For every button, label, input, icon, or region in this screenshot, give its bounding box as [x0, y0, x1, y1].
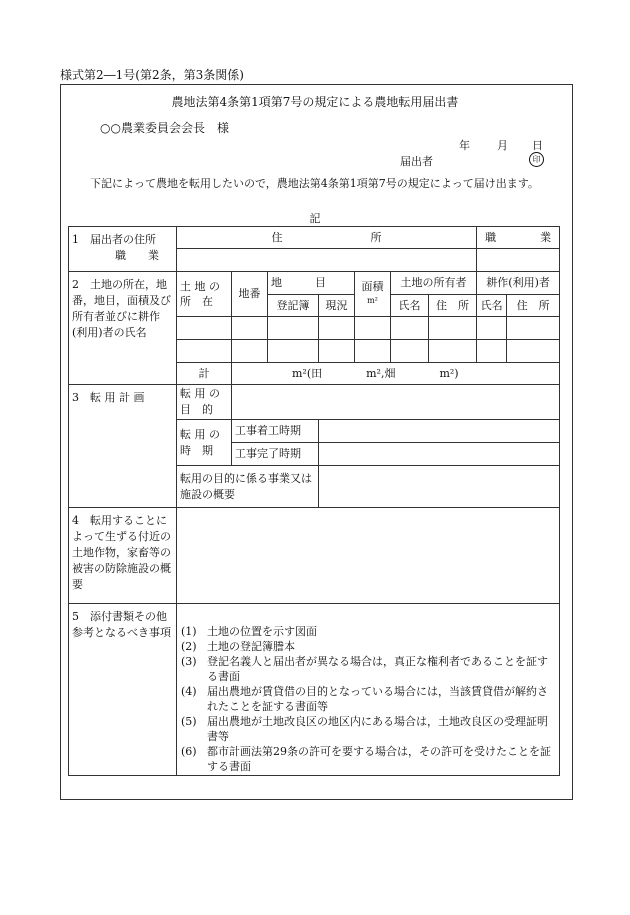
sec2-tenant-name-header: 氏名 — [477, 295, 507, 317]
sec2-cell[interactable] — [429, 340, 477, 363]
sec2-current-header: 現況 — [319, 295, 355, 317]
date-year: 年 — [459, 139, 470, 152]
sec4-label: 4 転用することによって生ずる付近の土地作物，家畜等の被害の防除施設の概要 — [69, 508, 177, 604]
notifier-label: 届出者 — [400, 155, 433, 168]
sec5-item: (5) 届出農地が土地改良区の地区内にある場合は，土地改良区の受理証明書等 — [181, 715, 548, 743]
sec3-end-label: 工事完了時期 — [232, 443, 319, 466]
sec2-tenant-header: 耕作(利用)者 — [477, 272, 560, 295]
sec2-cell[interactable] — [355, 340, 391, 363]
sec2-cell[interactable] — [391, 317, 429, 340]
sec1-label: 1 届出者の住所 職 業 — [69, 227, 177, 272]
sec5-item: (1) 土地の位置を示す図面 — [181, 625, 317, 638]
sec3-label: 3 転 用 計 画 — [69, 385, 177, 508]
sec2-owner-header: 土地の所有者 — [391, 272, 477, 295]
sec3-purpose-label: 転 用 の 目 的 — [177, 385, 232, 420]
sec2-cell[interactable] — [232, 317, 268, 340]
sec1-occupation-cell[interactable] — [477, 249, 560, 272]
sec2-cell[interactable] — [268, 340, 319, 363]
sec5-item: (6) 都市計画法第29条の許可を要する場合は，その許可を受けたことを証する書面 — [181, 745, 551, 773]
form-title: 農地法第4条第1項第7号の規定による農地転用届出書 — [171, 95, 459, 109]
sec2-cell[interactable] — [177, 340, 232, 363]
date-month: 月 — [497, 139, 508, 152]
ki-label: 記 — [309, 212, 321, 225]
seal-icon: 印 — [529, 152, 544, 167]
sec2-cell[interactable] — [507, 340, 560, 363]
sec3-purpose-cell[interactable] — [232, 385, 560, 420]
sec5-item: (4) 届出農地が賃貸借の目的となっている場合には，当該賃貸借が解約されたことを証する書面等 — [181, 685, 548, 713]
sec5-item: (3) 登記名義人と届出者が異なる場合は，真正な権利者であることを証する書面 — [181, 655, 548, 683]
sec2-cell[interactable] — [477, 340, 507, 363]
sec2-tenant-address-header: 住 所 — [507, 295, 560, 317]
sec2-cell[interactable] — [177, 317, 232, 340]
sec1-address-cell[interactable] — [177, 249, 477, 272]
form-id: 様式第2―1号(第2条，第3条関係) — [60, 68, 244, 82]
sec2-cell[interactable] — [477, 317, 507, 340]
sec2-cell[interactable] — [429, 317, 477, 340]
body-text: 下記によって農地を転用したいので，農地法第4条第1項第7号の規定によって届け出ます。 — [90, 177, 539, 190]
sec2-cell[interactable] — [232, 340, 268, 363]
sec2-lot-header: 地番 — [232, 272, 268, 317]
sec2-owner-address-header: 住 所 — [429, 295, 477, 317]
sec2-location-header: 土 地 の 所 在 — [177, 272, 232, 317]
sec2-cell[interactable] — [355, 317, 391, 340]
sec1-address-header: 住 所 — [177, 227, 477, 249]
sec2-label: 2 土地の所在，地番，地目，面積及び所有者並びに耕作(利用)者の氏名 — [69, 272, 177, 385]
sec3-facility-label: 転用の目的に係る事業又は施設の概要 — [177, 466, 319, 508]
sec2-cell[interactable] — [507, 317, 560, 340]
sec1-occupation-header: 職 業 — [477, 227, 560, 249]
sec3-start-label: 工事着工時期 — [232, 420, 319, 443]
sec5-item: (2) 土地の登記簿謄本 — [181, 640, 295, 653]
sec2-owner-name-header: 氏名 — [391, 295, 429, 317]
sec2-total-detail: m²(田 m²,畑 m²) — [232, 363, 560, 385]
sec2-cell[interactable] — [319, 317, 355, 340]
addressee: ○○農業委員会会長 様 — [100, 121, 229, 135]
sec2-total-label: 計 — [177, 363, 232, 385]
sec5-label: 5 添付書類その他参考となるべき事項 — [69, 604, 177, 776]
sec2-cell[interactable] — [319, 340, 355, 363]
sec2-area-header: 面積 m² — [355, 272, 391, 317]
sec2-cell[interactable] — [391, 340, 429, 363]
sec3-period-label: 転 用 の 時 期 — [177, 420, 232, 466]
sec3-start-cell[interactable] — [319, 420, 560, 443]
date-day: 日 — [532, 139, 543, 152]
sec3-end-cell[interactable] — [319, 443, 560, 466]
sec3-facility-cell[interactable] — [319, 466, 560, 508]
sec2-registry-header: 登記簿 — [268, 295, 319, 317]
sec2-land-category-header: 地 目 — [268, 272, 355, 295]
sec2-cell[interactable] — [268, 317, 319, 340]
sec4-cell[interactable] — [177, 508, 560, 604]
sec5-items — [181, 624, 557, 774]
